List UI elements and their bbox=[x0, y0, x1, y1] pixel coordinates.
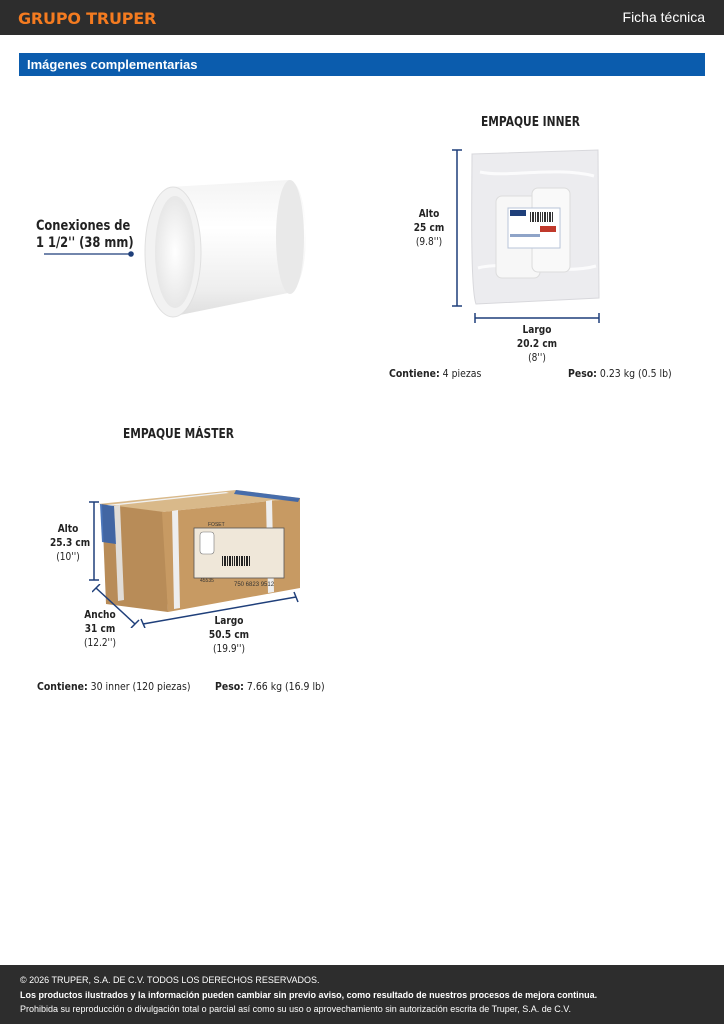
inner-length-title: Largo bbox=[522, 323, 552, 336]
inner-weight-value: 0.23 kg (0.5 lb) bbox=[599, 367, 672, 380]
product-label-line1: Conexiones de bbox=[36, 218, 131, 234]
inner-weight bbox=[568, 367, 672, 380]
footer-notice: Los productos ilustrados y la información pueden cambiar sin previo aviso, como resultado de nuestros procesos de mejora continua. bbox=[20, 990, 598, 1000]
master-height-in: (10'') bbox=[56, 550, 80, 563]
master-width-in: (12.2'') bbox=[83, 636, 117, 649]
master-box-barcode-text: 750 6823 9512 bbox=[234, 582, 275, 588]
master-contents-value: 30 inner (120 piezas) bbox=[90, 680, 191, 693]
product-label-line2: 1 1/2'' (38 mm) bbox=[36, 235, 134, 251]
master-box-code: 45535 bbox=[200, 578, 214, 584]
product-label bbox=[36, 218, 134, 252]
master-length-in: (19.9'') bbox=[212, 642, 246, 655]
inner-length-in: (8'') bbox=[528, 351, 546, 364]
inner-height-label bbox=[413, 207, 446, 249]
section-header bbox=[19, 53, 705, 76]
master-weight-value: 7.66 kg (16.9 lb) bbox=[246, 680, 325, 693]
inner-height-dimension bbox=[451, 148, 463, 308]
master-length-cm: 50.5 cm bbox=[208, 628, 250, 641]
master-width-title: Ancho bbox=[84, 608, 116, 621]
inner-height-in: (9.8'') bbox=[415, 235, 443, 248]
inner-contents-label: Contiene: bbox=[389, 367, 440, 380]
footer-legal: Prohibida su reproducción o divulgación total o parcial así como su uso o aprovechamiento sin autorización escrita de Truper, S.A. de C.V. bbox=[20, 1004, 571, 1014]
master-width-label bbox=[82, 608, 118, 650]
master-weight bbox=[215, 680, 325, 693]
section-title: Imágenes complementarias bbox=[27, 57, 198, 72]
master-height-title: Alto bbox=[57, 522, 79, 535]
inner-heading: EMPAQUE INNER bbox=[481, 115, 580, 130]
inner-bag-image bbox=[466, 148, 606, 308]
inner-contents bbox=[389, 367, 481, 380]
master-length-label bbox=[209, 614, 250, 656]
inner-height-title: Alto bbox=[418, 207, 440, 220]
master-box-brand: FOSET bbox=[208, 522, 225, 528]
document-type: Ficha técnica bbox=[622, 9, 705, 25]
master-weight-label: Peso: bbox=[215, 680, 244, 693]
master-width-cm: 31 cm bbox=[84, 622, 116, 635]
inner-length-label bbox=[517, 323, 558, 365]
master-height-label bbox=[49, 522, 91, 564]
inner-length-cm: 20.2 cm bbox=[516, 337, 558, 350]
footer bbox=[0, 965, 724, 1024]
inner-height-cm: 25 cm bbox=[413, 221, 445, 234]
brand-logo: GRUPO TRUPER bbox=[18, 9, 157, 28]
master-length-title: Largo bbox=[214, 614, 244, 627]
inner-weight-label: Peso: bbox=[568, 367, 597, 380]
product-image bbox=[140, 175, 315, 325]
inner-contents-value: 4 piezas bbox=[442, 367, 482, 380]
master-height-cm: 25.3 cm bbox=[49, 536, 91, 549]
footer-copyright: © 2026 TRUPER, S.A. DE C.V. TODOS LOS DERECHOS RESERVADOS. bbox=[20, 975, 320, 985]
master-contents bbox=[37, 680, 190, 693]
top-bar bbox=[0, 0, 724, 35]
master-contents-label: Contiene: bbox=[37, 680, 88, 693]
master-heading: EMPAQUE MÁSTER bbox=[123, 427, 234, 442]
product-pointer-line bbox=[44, 250, 136, 258]
